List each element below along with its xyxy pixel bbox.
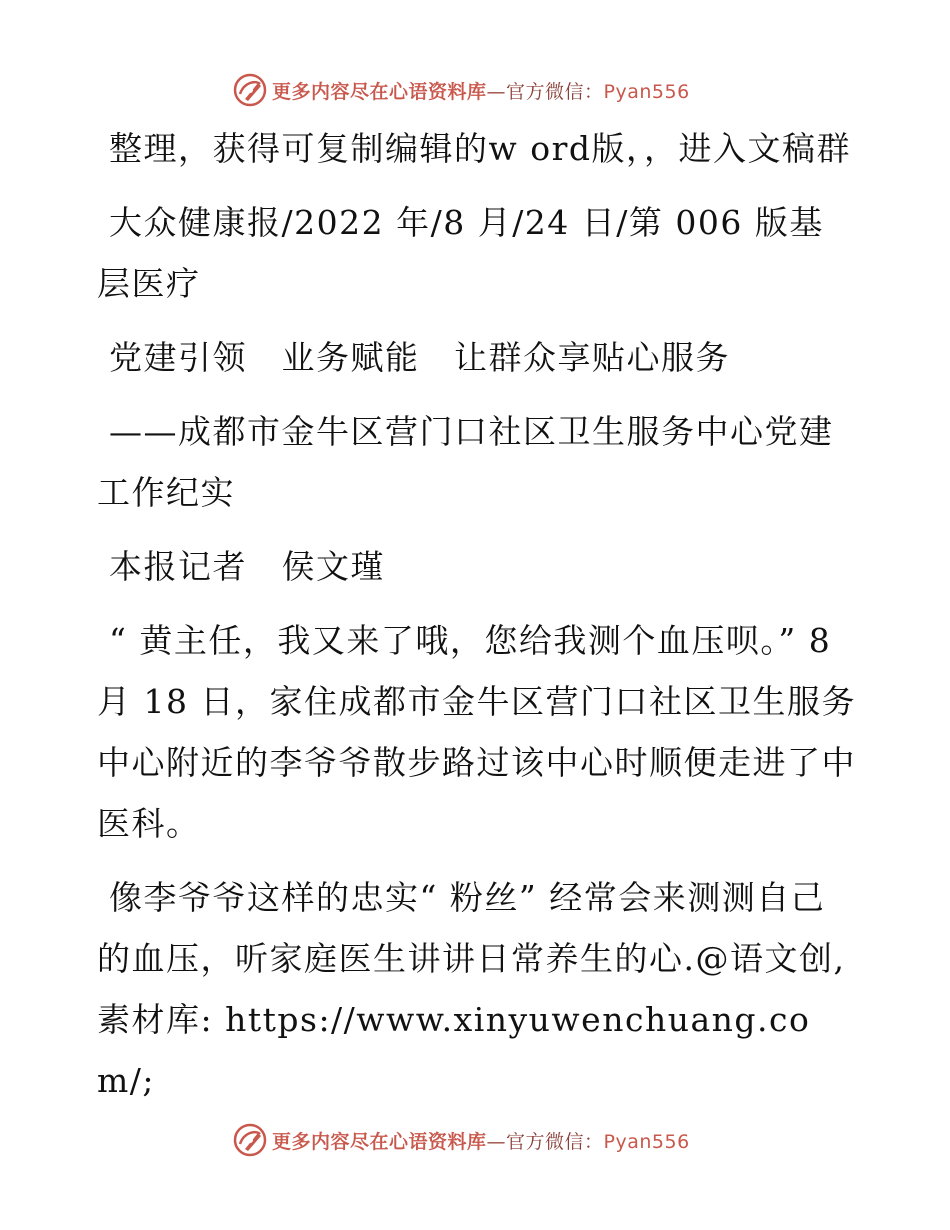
article-subtitle: ——成都市金牛区营门口社区卫生服务中心党建工作纪实 [97, 412, 834, 512]
watermark-dash: — [486, 1130, 507, 1153]
watermark-dash: — [486, 80, 507, 103]
document-body [97, 118, 857, 1111]
watermark-label: 官方微信： [506, 1130, 604, 1153]
watermark-text [272, 1127, 690, 1154]
watermark-brand: 更多内容尽在心语资料库 [272, 80, 487, 103]
watermark-id: Pyan556 [603, 1130, 690, 1153]
watermark-id: Pyan556 [603, 80, 690, 103]
source-line: 大众健康报/2022 年/8 月/24 日/第 006 版基层医疗 [97, 203, 824, 303]
pen-logo-icon [232, 1122, 268, 1158]
watermark-text [272, 77, 690, 104]
watermark-label: 官方微信： [506, 80, 604, 103]
article-title: 党建引领 业务赋能 让群众享贴心服务 [109, 338, 730, 377]
byline: 本报记者 侯文瑾 [109, 547, 385, 586]
intro-paragraph: 整理，获得可复制编辑的w ord版，，进入文稿群 [109, 129, 852, 168]
header-watermark [232, 70, 690, 110]
footer-watermark [232, 1120, 690, 1160]
body-paragraph: 像李爷爷这样的忠实“ 粉丝” 经常会来测测自己的血压，听家庭医生讲讲日常养生的心.@语文创,素材库: https://www.xinyuwenchuang.com/; [97, 878, 846, 1100]
watermark-brand: 更多内容尽在心语资料库 [272, 1130, 487, 1153]
body-paragraph: “ 黄主任，我又来了哦，您给我测个血压呗。” 8 月 18 日，家住成都市金牛区营门口社区卫生服务中心附近的李爷爷散步路过该中心时顺便走进了中医科。 [97, 621, 856, 843]
pen-logo-icon [232, 72, 268, 108]
